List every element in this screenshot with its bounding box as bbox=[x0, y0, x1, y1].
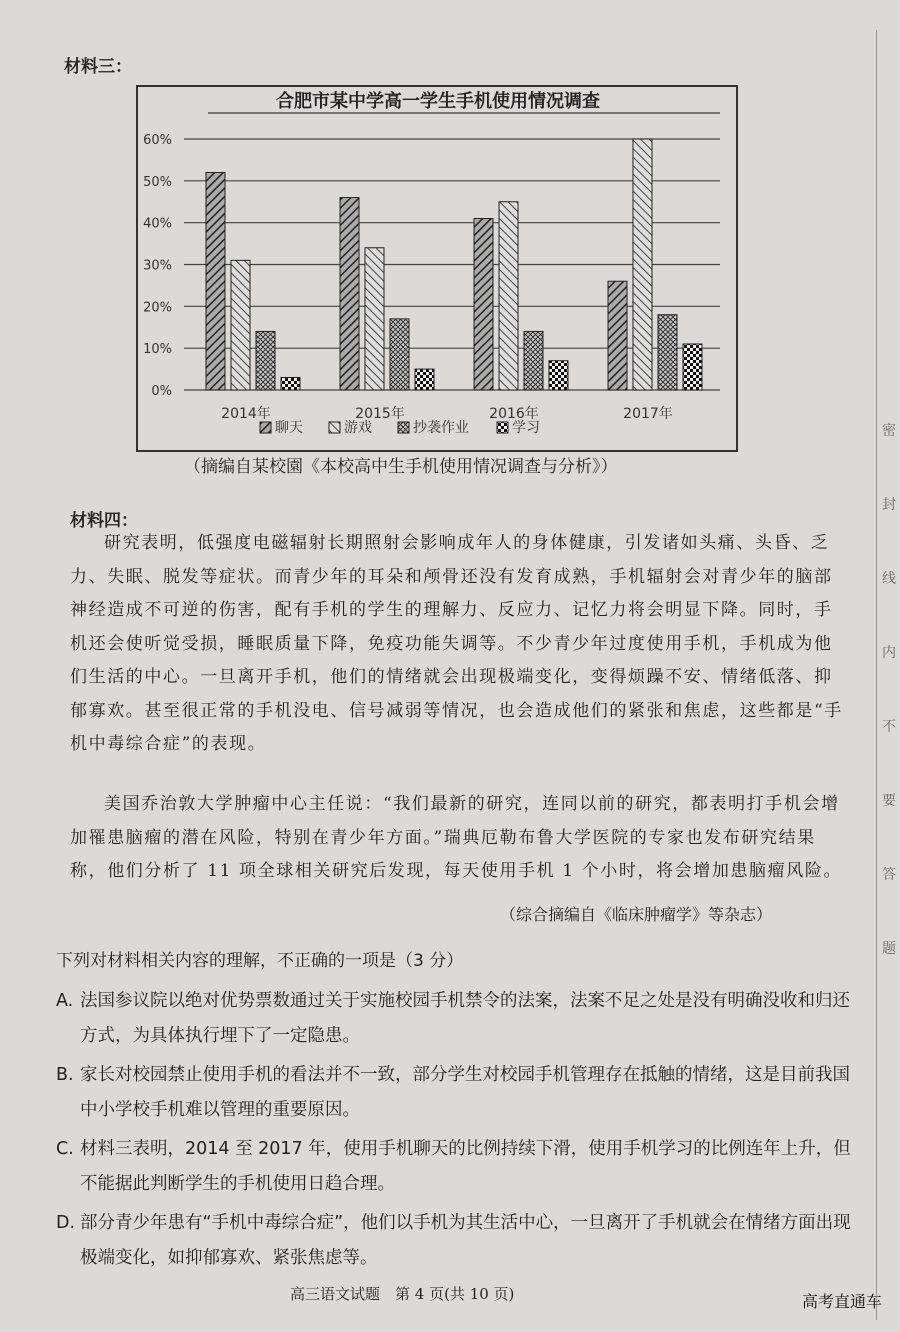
option-d[interactable] bbox=[56, 1206, 856, 1276]
legend-label: 游戏 bbox=[344, 420, 372, 436]
margin-char: 不 bbox=[882, 719, 896, 735]
legend-swatch bbox=[497, 422, 508, 433]
legend-swatch bbox=[329, 422, 340, 433]
bar-1 bbox=[340, 198, 359, 390]
option-letter: A. bbox=[56, 991, 74, 1011]
x-tick-label: 2016年 bbox=[489, 406, 539, 422]
paragraph-2 bbox=[70, 788, 850, 889]
y-tick-label: 40% bbox=[143, 216, 172, 232]
margin-char: 封 bbox=[882, 497, 896, 513]
paragraph-text: 研究表明，低强度电磁辐射长期照射会影响成年人的身体健康，引发诸如头痛、头昏、乏力、失眠、脱发等症状。而青少年的耳朵和颅骨还没有发育成熟，手机辐射会对青少年的脑部神经造成不可逆的伤害，配有手机的学生的理解力、反应力、记忆力将会明显下降。同时，手机还会使听觉受损，睡眠质量下降，免疫功能失调等。不少青少年过度使用手机，手机成为他们生活的中心。一旦离开手机，他们的情绪就会出现极端变化，变得烦躁不安、情绪低落、抑郁寡欢。甚至很正常的手机没电、信号减弱等情况，也会造成他们的紧张和焦虑，这些都是“手机中毒综合症”的表现。 bbox=[70, 533, 843, 754]
option-letter: D. bbox=[56, 1213, 76, 1233]
bar-4 bbox=[549, 361, 568, 390]
option-letter: B. bbox=[56, 1065, 74, 1085]
margin-char: 密 bbox=[882, 423, 896, 439]
y-tick-label: 10% bbox=[143, 342, 172, 358]
bar-1 bbox=[206, 172, 225, 390]
bar-4 bbox=[281, 377, 300, 390]
answer-options bbox=[56, 984, 856, 1280]
paragraph-1 bbox=[70, 527, 850, 762]
bar-1 bbox=[474, 218, 493, 390]
bar-2 bbox=[499, 202, 518, 390]
source-citation: （综合摘编自《临床肿瘤学》等杂志） bbox=[500, 905, 773, 924]
legend-swatch bbox=[398, 422, 409, 433]
page-footer: 高三语文试题 第 4 页(共 10 页) bbox=[290, 1285, 515, 1303]
x-tick-label: 2015年 bbox=[355, 406, 405, 422]
option-text: 材料三表明，2014 至 2017 年，使用手机聊天的比例持续下滑，使用手机学习的比例连年上升，但不能据此判断学生的手机使用日趋合理。 bbox=[80, 1139, 851, 1194]
x-tick-label: 2014年 bbox=[221, 406, 271, 422]
option-c[interactable] bbox=[56, 1132, 856, 1202]
legend-swatch bbox=[260, 422, 271, 433]
y-tick-label: 0% bbox=[151, 384, 172, 399]
material3-heading: 材料三： bbox=[64, 57, 132, 77]
bar-2 bbox=[633, 139, 652, 390]
margin-char: 答 bbox=[882, 867, 896, 883]
chart-title: 合肥市某中学高一学生手机使用情况调查 bbox=[276, 91, 600, 112]
bar-1 bbox=[608, 281, 627, 390]
y-tick-label: 50% bbox=[143, 174, 172, 190]
y-tick-label: 60% bbox=[143, 133, 172, 148]
margin-char: 题 bbox=[882, 941, 896, 957]
bar-chart-svg bbox=[138, 87, 736, 450]
bar-4 bbox=[683, 344, 702, 390]
legend-label: 学习 bbox=[512, 420, 540, 436]
bar-4 bbox=[415, 369, 434, 390]
option-letter: C. bbox=[56, 1139, 74, 1159]
bar-3 bbox=[390, 319, 409, 390]
option-b[interactable] bbox=[56, 1058, 856, 1128]
option-text: 法国参议院以绝对优势票数通过关于实施校园手机禁令的法案，法案不足之处是没有明确没收和归还方式，为具体执行埋下了一定隐患。 bbox=[80, 991, 850, 1046]
option-text: 部分青少年患有“手机中毒综合症”，他们以手机为其生活中心，一旦离开了手机就会在情绪方面出现极端变化，如抑郁寡欢、紧张焦虑等。 bbox=[80, 1213, 851, 1268]
y-tick-label: 20% bbox=[143, 300, 172, 316]
paragraph-text: 美国乔治敦大学肿瘤中心主任说：“我们最新的研究，连同以前的研究，都表明打手机会增加罹患脑瘤的潜在风险，特别在青少年方面。”瑞典厄勒布鲁大学医院的专家也发布研究结果称，他们分析了 11 项全球相关研究后发现，每天使用手机 1 个小时，将会增加患脑瘤风险。 bbox=[70, 794, 843, 881]
option-text: 家长对校园禁止使用手机的看法并不一致，部分学生对校园手机管理存在抵触的情绪，这是目前我国中小学校手机难以管理的重要原因。 bbox=[80, 1065, 850, 1120]
bar-3 bbox=[658, 315, 677, 390]
question-stem: 下列对材料相关内容的理解，不正确的一项是（3 分） bbox=[56, 951, 464, 971]
binding-margin-line bbox=[876, 30, 877, 1320]
bar-3 bbox=[524, 331, 543, 390]
margin-char: 线 bbox=[882, 571, 896, 587]
bar-3 bbox=[256, 331, 275, 390]
x-tick-label: 2017年 bbox=[623, 406, 673, 422]
watermark: 高考直通车 bbox=[801, 1292, 882, 1311]
bar-chart bbox=[136, 85, 738, 452]
bar-2 bbox=[365, 248, 384, 390]
option-a[interactable] bbox=[56, 984, 856, 1054]
margin-char: 内 bbox=[882, 645, 896, 661]
bar-2 bbox=[231, 260, 250, 390]
y-tick-label: 30% bbox=[143, 258, 172, 274]
legend-label: 聊天 bbox=[275, 420, 303, 436]
margin-char: 要 bbox=[882, 793, 896, 809]
binding-margin-text bbox=[882, 420, 900, 1012]
legend-label: 抄袭作业 bbox=[413, 420, 469, 436]
material4-heading: 材料四： bbox=[70, 511, 138, 531]
chart-caption: （摘编自某校園《本校高中生手机使用情况调查与分析》） bbox=[184, 457, 618, 477]
